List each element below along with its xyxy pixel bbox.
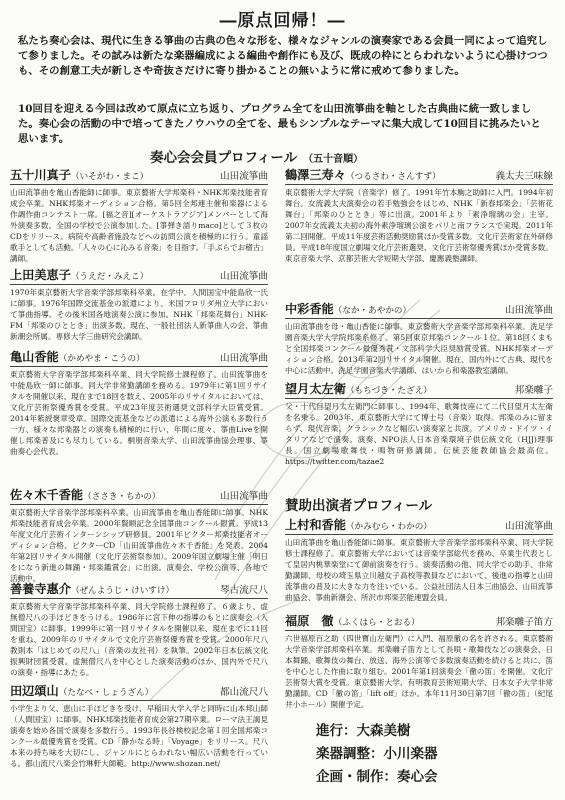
member-role: 義太夫三味線 xyxy=(495,171,553,182)
member-role: 山田流箏曲 xyxy=(220,491,268,502)
member-name: 佐々木千香能 xyxy=(10,488,84,502)
member-role: 山田流箏曲 xyxy=(505,305,553,316)
member-name: 上田美恵子 xyxy=(10,268,71,282)
member-name-row xyxy=(10,348,145,365)
credits-block xyxy=(316,720,438,789)
member-role: 山田流箏曲 xyxy=(220,353,268,364)
member-bio: 小学生より父、恵山に手ほどきを受け、早稲田大学入学と同時に山本邦山師（人間国宝）に師事。NHK邦楽技能者育成会第27期卒業。ローマ法王謁見演奏を始め各国で演奏を多数行う。1993年長谷検校記念第１回全国邦楽コンクール最優秀賞を受賞。CD「静かなる時」「Voyage」をリリース。尺八本来の持ち味を大切にし、ジャンルにとらわれない幅広い活動を行っている。都山流尺八楽会竹琳軒大師範。http://www.shozan.net/ xyxy=(10,704,268,768)
member-profile xyxy=(285,380,553,467)
guest-profile xyxy=(285,612,553,710)
member-reading: （つるさわ・さんすず） xyxy=(345,172,441,182)
member-header xyxy=(10,580,268,599)
credit-label: 進行 xyxy=(316,723,343,739)
guest-header xyxy=(285,516,553,535)
member-reading: （かめやま・こうの） xyxy=(58,354,145,364)
member-name: 善養寺惠介 xyxy=(10,582,71,596)
credit-value: 小川楽器 xyxy=(383,746,438,762)
guest-profile xyxy=(285,516,553,603)
guest-reading: （かみむら・わかの） xyxy=(345,522,432,532)
member-reading: （なか・あやかの） xyxy=(333,306,412,316)
member-reading: （ぜんようじ・けいすけ） xyxy=(70,586,175,596)
member-reading: （たなべ・しょうざん） xyxy=(58,688,154,698)
member-name: 中彩香能 xyxy=(285,302,334,316)
member-name: 田辺頌山 xyxy=(10,684,59,698)
member-role: 都山流尺八 xyxy=(220,687,268,698)
member-profile xyxy=(10,580,268,678)
guests-section-title: 賛助出演者プロフィール xyxy=(285,498,433,514)
member-role: 山田流箏曲 xyxy=(220,271,268,282)
member-name-row xyxy=(285,380,432,397)
member-name: 亀山香能 xyxy=(10,350,59,364)
guest-name: 福原 徹 xyxy=(285,614,334,628)
member-name-row xyxy=(10,266,148,283)
member-profile xyxy=(10,166,268,264)
member-name: 五十川真子 xyxy=(10,168,71,182)
member-profile xyxy=(10,266,268,342)
page-title: ―原点回帰！― xyxy=(219,11,346,31)
member-bio: 東京藝術大学音楽学部邦楽科卒業、同大学院修士課程修了。山田流箏曲を中能島欣一師に師事。同大学非常勤講師を務める。1979年に第1回リサイタルを開催以来、現在まで18回を数え、2005年のリサイタルにおいては、文化庁芸術祭優秀賞を受賞。平成23年度芸術選奨文部科学大臣賞受賞。2014年紫綬褒章受章。国際交流基金などの派遣による海外公演も多数行う一方、様々な邦楽器との演奏も積極的に行い、年間に度々、箏曲Liveを開催し邦楽普及にも尽力している。桐朋音楽大学、山田流箏曲協会理事、箏曲奏心会代表。 xyxy=(10,370,268,456)
member-reading: （うえだ・みえこ） xyxy=(70,272,149,282)
credit-line: 企画・制作：奏心会 xyxy=(316,769,438,785)
credit-value: 大森美樹 xyxy=(356,723,411,739)
member-reading: （ささき・ちかの） xyxy=(83,492,161,502)
member-role: 琴古流尺八 xyxy=(220,585,268,596)
members-section-heading xyxy=(150,146,363,166)
member-header xyxy=(10,266,268,285)
member-bio: 1970年東京藝術大学音楽学部邦楽科卒業。在学中、人間国宝中能島欣一氏に師事。1976年国際交流基金の派遣により、米国フロリダ州立大学において箏曲指導。その後米国各地演奏公演に参加。NHK「邦楽花舞台」NHK-FM「邦楽のひととき」出演多数。現在、一般社団法人新箏曲人の会、箏曲新潮会所属。専修大学三曲研究会講師。 xyxy=(10,288,268,341)
member-profile xyxy=(10,348,268,457)
member-profile xyxy=(10,682,268,769)
member-name-row xyxy=(10,580,174,597)
guest-reading: （ふくはら・とおる） xyxy=(333,618,420,628)
member-header xyxy=(285,166,553,185)
member-bio: 父・十代目望月太左衛門に師事し、1994年、歌舞伎座にて二代目望月太左衛を名乗る。2003年、東京藝術大学にて博士号（音楽）取得。邦楽のみに留まらず、現代音楽、クラシックなど幅広い演奏家と共演。アメリカ・ドイツ・イタリアなどで演奏。演奏、NPO法人日本音楽環境子供伝統文化（HJJ)理事長。国立劇場歌舞伎・鳴物研修講師。伝統芸能教師協会最高位。https://twitter.com/tazae2 xyxy=(285,402,553,466)
member-profile xyxy=(10,486,268,584)
members-section-subtitle: （五十音順） xyxy=(303,154,364,165)
member-header xyxy=(10,486,268,505)
credit-value: 奏心会 xyxy=(397,769,438,785)
credit-line: 楽器調整：小川楽器 xyxy=(316,746,438,762)
member-name-row xyxy=(10,166,148,183)
member-header xyxy=(10,166,268,185)
guest-role: 山田流箏曲 xyxy=(505,521,553,532)
member-bio: 山田流箏曲を母・亀山香能に師事。東京藝術大学音楽学部邦楽科卒業。洗足学園音楽大学大学院邦楽系修了。第5回東京邦楽コンクール１位、第18回くまもと全国邦楽コンクール最優秀賞・文部科学大臣奨励賞受賞。NHK邦楽オーディション合格。2013年第2回リサイタル開催。現在、国内外にて古典、現代を中心に活動中。洗足学園音楽大学講師、はいから和楽器教室講師。 xyxy=(285,322,553,375)
member-name-row xyxy=(10,682,153,699)
members-section-title: 奏心会会員プロフィール xyxy=(150,150,298,166)
intro-paragraph-1: 私たち奏心会は、現代に生きる箏曲の古典の色々な形を、様々なジャンルの演奏家である会員一同によって追究して参りました。その試みは新たな楽器編成による編曲や創作にも及び、既成の枠にとらわれないように心掛けつつも、その創意工夫が新しさや奇抜さだけに寄り掛かることの無いように常に戒めて参りました。 xyxy=(18,35,548,77)
member-header xyxy=(285,380,553,399)
member-reading: （いそがわ・まこ） xyxy=(70,172,149,182)
guest-role: 邦楽囃子笛方 xyxy=(495,617,553,628)
guest-header xyxy=(285,612,553,631)
member-role: 邦楽囃子 xyxy=(514,385,553,396)
guest-name-row xyxy=(285,612,420,629)
member-bio: 東京藝術大学音楽学部邦楽科卒業、同大学院修士課程修了。６歳より、虚無僧尺八の手ほどきをうける。1986年に宮下伸の指導のもとに演奏会（入間国宝）に師事。1999年に第一回リサイタルを開催以来、現在までに11回を重ね、2009年のリサイタルで文化庁芸術祭優秀賞を受賞。2000年尺八教則本「はじめての尺八」（音楽の友社刊）を執筆。2002年日本伝統文化振興財団賞受賞。虚無僧尺八を中心とした演奏活動のほか、国内外で尺八の演奏・指導にあたる。 xyxy=(10,602,268,677)
member-reading: （もちづき・たざえ） xyxy=(345,386,432,396)
credit-label: 企画・制作 xyxy=(316,769,384,785)
credit-line: 進行：大森美樹 xyxy=(316,723,411,739)
guest-name-row xyxy=(285,516,432,533)
member-bio: 東京藝術大学音楽学部邦楽科卒業。山田流箏曲を亀山香能師に師事。NHK邦楽技能者育成会卒業。2000年賢順記念全国箏曲コンクール銀賞。平成13年度文化庁芸術インターンシップ研修員。2001年ビクター邦楽技能者オーディション合格、ビクターCD「山田流箏曲佐々木千香能」を発表。2004年第2回リサイタル開催（文化庁芸術祭参加）。2009年国立劇場主催「明日をになう新進の舞踊・邦楽鑑賞会」に出演。演奏会、学校公演等、各地で活動中。 xyxy=(10,508,268,583)
member-name-row xyxy=(285,300,411,317)
member-role: 山田流箏曲 xyxy=(220,171,268,182)
member-profile xyxy=(285,166,553,264)
member-bio: 山田流箏曲を亀山香能師に師事。東京藝術大学邦楽科・NHK邦楽技能者育成会卒業。NHK邦楽オーディション合格。第5回全邦連主催和楽器による作調作曲コンテスト一席。[福之音][オーケストラアジア]メンバーとして海外演奏多数。全国の学校で公演参加した。[箏弾き語りmaco]として３枚のCDをリリース。病院や高齢者施設などへの訪問公演を積極的に行う。童謡歌手としても活動。「人々の心に沁みる音楽」を目指す。「手ぶらでお稽古」講師。 xyxy=(10,188,268,263)
member-name: 望月太左衛 xyxy=(285,382,346,396)
guest-name: 上村和香能 xyxy=(285,518,346,532)
member-header xyxy=(10,348,268,367)
member-name: 鶴澤三寿々 xyxy=(285,168,346,182)
intro-paragraph-2: 10回目を迎える今回は改めて原点に立ち返り、プログラム全てを山田流箏曲を軸とした古典曲に統一致しました。奏心会の活動の中で培ってきたノウハウの全てを、最もシンプルなテーマに集大成して10回目に挑みたいと思います。 xyxy=(18,103,541,145)
guest-bio: 山田流箏曲を亀山香能師に師事。東京藝術大学音楽学部邦楽科卒業、同大学院修士課程修了。東京藝術大学においては音楽学部総代を務め、卒業生代表として皇居内桃華楽堂にて御前演奏を行う。演奏活動の他、同大学での助手、非常勤講師、母校の埼玉県立川越女子高校等教員などにおいて、後進の指導と山田流箏曲の普及に大きな力を注いでいる。公益社団法人日本三曲協会、山田流箏曲協会、箏曲新潮会、所沢市邦楽芸能連盟会員。 xyxy=(285,538,553,602)
member-header xyxy=(285,300,553,319)
member-bio: 東京藝術大学大学院（音楽学）修了。1991年竹本駒之助師に入門。1994年初舞台。女流義太夫演奏会の若手勉強会をはじめ、NHK「新春邦楽会」「芸術花舞台」「邦楽のひととき」等に出演。2001年より「素浄瑠璃の会」主宰。2007年女流義太夫初の海外素浄瑠璃公演をパリと南フランスで実現。2011年第二回開催。平成11年度芸術活動奨励賞ほか受賞多数。文化庁芸術家在外研修員。平成18年度国立劇場文化庁芸術選奨、文化庁芸術祭優秀賞ほか受賞多数。東京音楽大学、京都芸術大学短期大学部、慶應義塾講師。 xyxy=(285,188,553,263)
credit-label: 楽器調整 xyxy=(316,746,370,762)
member-header xyxy=(10,682,268,701)
member-profile xyxy=(285,300,553,376)
member-name-row xyxy=(285,166,441,183)
member-name-row xyxy=(10,486,160,503)
guest-bio: 六世福原百之助（四世寶山左衛門）に入門、福原徹の名を許される。東京藝術大学音楽学部邦楽科卒業。邦楽囃子笛方として長唄・歌舞伎などの演奏会、日本舞踊、歌舞伎の舞台、放送、海外公演等で多数演奏活動を続けると共に、笛を中心とした作曲に取り組む。2001年第1回演奏会「徹の笛」を開催。文化庁芸術祭大賞を受賞。東京藝術大学、有明教育芸術短期大学、日本女子大学非常勤講師。CD「徹の笛」「lift off」ほか。本年11月30日第7回「徹の笛」（紀尾井小ホール）開催予定。 xyxy=(285,634,553,709)
